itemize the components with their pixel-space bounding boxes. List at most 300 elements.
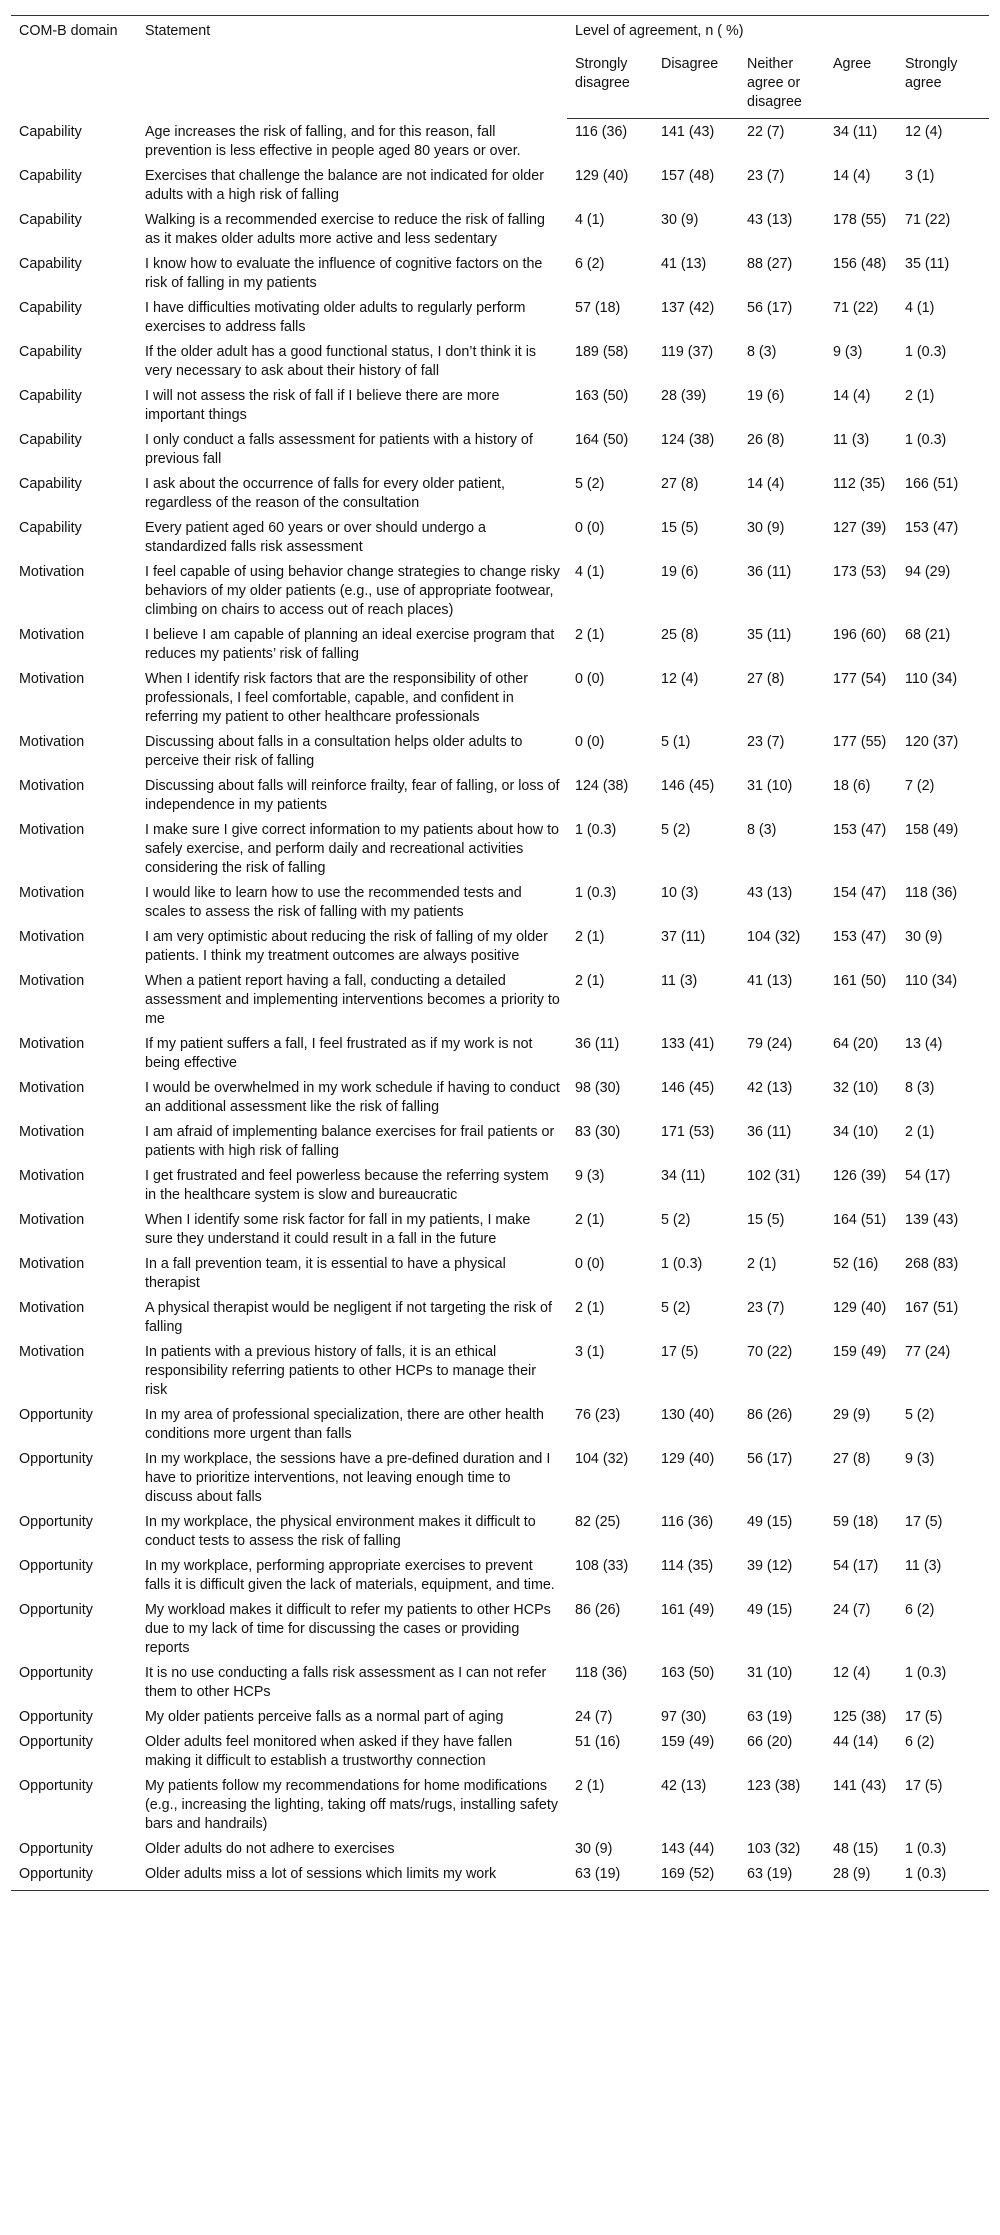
agree-cell: 177 (54) <box>833 670 887 687</box>
strongly-agree-cell: 11 (3) <box>905 1557 942 1574</box>
table-row <box>11 1120 989 1164</box>
disagree-cell: 130 (40) <box>661 1406 715 1423</box>
table-row <box>11 881 989 925</box>
disagree-cell: 42 (13) <box>661 1777 707 1794</box>
agree-cell: 44 (14) <box>833 1733 879 1750</box>
domain-cell: Motivation <box>19 1167 85 1184</box>
neither-cell: 8 (3) <box>747 821 777 838</box>
agree-cell: 129 (40) <box>833 1299 887 1316</box>
neither-cell: 15 (5) <box>747 1211 785 1228</box>
strongly-agree-cell: 110 (34) <box>905 670 958 687</box>
agree-cell: 24 (7) <box>833 1601 871 1618</box>
domain-cell: Motivation <box>19 777 85 794</box>
statement-cell: Discussing about falls will reinforce frailty, fear of falling, or loss of independence in my patients <box>145 777 560 813</box>
domain-cell: Motivation <box>19 1079 85 1096</box>
statement-cell: I will not assess the risk of fall if I believe there are more important things <box>145 387 500 423</box>
neither-cell: 41 (13) <box>747 972 793 989</box>
table-row <box>11 472 989 516</box>
strongly-agree-cell: 1 (0.3) <box>905 343 947 360</box>
table-row <box>11 428 989 472</box>
disagree-cell: 11 (3) <box>661 972 698 989</box>
disagree-cell: 5 (2) <box>661 1211 691 1228</box>
domain-cell: Capability <box>19 519 82 536</box>
agree-cell: 196 (60) <box>833 626 887 643</box>
domain-cell: Motivation <box>19 626 85 643</box>
domain-cell: Capability <box>19 475 82 492</box>
neither-cell: 30 (9) <box>747 519 785 536</box>
table-row <box>11 164 989 208</box>
header-disagree: Disagree <box>653 41 739 119</box>
strongly-agree-cell: 268 (83) <box>905 1255 959 1272</box>
strongly-disagree-cell: 2 (1) <box>575 1211 605 1228</box>
neither-cell: 104 (32) <box>747 928 801 945</box>
table-row <box>11 774 989 818</box>
table-row <box>11 516 989 560</box>
domain-cell: Capability <box>19 431 82 448</box>
disagree-cell: 5 (1) <box>661 733 691 750</box>
strongly-agree-cell: 5 (2) <box>905 1406 935 1423</box>
disagree-cell: 5 (2) <box>661 1299 691 1316</box>
agree-cell: 14 (4) <box>833 167 871 184</box>
disagree-cell: 97 (30) <box>661 1708 707 1725</box>
table-row <box>11 1296 989 1340</box>
agree-cell: 153 (47) <box>833 821 887 838</box>
table-row <box>11 252 989 296</box>
agree-cell: 154 (47) <box>833 884 887 901</box>
domain-cell: Motivation <box>19 1211 85 1228</box>
disagree-cell: 137 (42) <box>661 299 715 316</box>
neither-cell: 79 (24) <box>747 1035 793 1052</box>
agree-cell: 173 (53) <box>833 563 887 580</box>
strongly-disagree-cell: 51 (16) <box>575 1733 621 1750</box>
neither-cell: 49 (15) <box>747 1601 793 1618</box>
strongly-agree-cell: 17 (5) <box>905 1777 943 1794</box>
header-strongly-agree: Strongly agree <box>897 41 989 119</box>
statement-cell: I get frustrated and feel powerless because the referring system in the healthcare system is slow and bureaucratic <box>145 1167 549 1203</box>
strongly-agree-cell: 1 (0.3) <box>905 1840 947 1857</box>
neither-cell: 36 (11) <box>747 1123 792 1140</box>
agree-cell: 34 (10) <box>833 1123 879 1140</box>
strongly-disagree-cell: 6 (2) <box>575 255 605 272</box>
agree-cell: 141 (43) <box>833 1777 887 1794</box>
neither-cell: 70 (22) <box>747 1343 793 1360</box>
neither-cell: 36 (11) <box>747 563 792 580</box>
strongly-disagree-cell: 2 (1) <box>575 1299 605 1316</box>
statement-cell: In patients with a previous history of falls, it is an ethical responsibility referring patients to other HCPs to manage their risk <box>145 1343 536 1398</box>
statement-cell: Every patient aged 60 years or over should undergo a standardized falls risk assessment <box>145 519 486 555</box>
neither-cell: 42 (13) <box>747 1079 793 1096</box>
strongly-disagree-cell: 2 (1) <box>575 626 605 643</box>
disagree-cell: 146 (45) <box>661 1079 715 1096</box>
strongly-agree-cell: 2 (1) <box>905 387 935 404</box>
disagree-cell: 169 (52) <box>653 1862 739 1891</box>
strongly-agree-cell: 118 (36) <box>905 884 958 901</box>
agree-cell: 177 (55) <box>833 733 887 750</box>
table-row <box>11 1661 989 1705</box>
table-row <box>11 925 989 969</box>
strongly-disagree-cell: 82 (25) <box>575 1513 621 1530</box>
agree-cell: 59 (18) <box>833 1513 879 1530</box>
strongly-disagree-cell: 63 (19) <box>567 1862 653 1891</box>
statement-cell: If my patient suffers a fall, I feel frustrated as if my work is not being effective <box>145 1035 533 1071</box>
disagree-cell: 116 (36) <box>661 1513 714 1530</box>
statement-cell: I am very optimistic about reducing the risk of falling of my older patients. I think my treatment outcomes are always positive <box>145 928 548 964</box>
strongly-disagree-cell: 1 (0.3) <box>575 884 617 901</box>
agree-cell: 48 (15) <box>833 1840 879 1857</box>
table-row <box>11 1076 989 1120</box>
statement-cell: In my workplace, the sessions have a pre-defined duration and I have to prioritize interventions, not leaving enough time to discuss about falls <box>145 1450 551 1505</box>
table-header <box>11 16 989 119</box>
table-row <box>11 1164 989 1208</box>
disagree-cell: 143 (44) <box>661 1840 715 1857</box>
domain-cell: Opportunity <box>19 1557 93 1574</box>
strongly-agree-cell: 8 (3) <box>905 1079 935 1096</box>
statement-cell: My patients follow my recommendations for home modifications (e.g., increasing the lighting, taking off mats/rugs, installing safety bars and handrails) <box>145 1777 558 1832</box>
neither-cell: 2 (1) <box>747 1255 777 1272</box>
neither-cell: 39 (12) <box>747 1557 793 1574</box>
statement-cell: My workload makes it difficult to refer my patients to other HCPs due to my lack of time for discussing the cases or providing reports <box>145 1601 551 1656</box>
strongly-disagree-cell: 118 (36) <box>575 1664 628 1681</box>
neither-cell: 35 (11) <box>747 626 792 643</box>
agree-cell: 112 (35) <box>833 475 886 492</box>
strongly-disagree-cell: 2 (1) <box>575 1777 605 1794</box>
neither-cell: 63 (19) <box>739 1862 825 1891</box>
statement-cell: It is no use conducting a falls risk assessment as I can not refer them to other HCPs <box>145 1664 547 1700</box>
strongly-disagree-cell: 0 (0) <box>575 1255 605 1272</box>
statement-cell: I ask about the occurrence of falls for every older patient, regardless of the reason of the consultation <box>145 475 505 511</box>
strongly-agree-cell: 35 (11) <box>905 255 950 272</box>
domain-cell: Capability <box>19 167 82 184</box>
domain-cell: Opportunity <box>11 1862 137 1891</box>
strongly-agree-cell: 54 (17) <box>905 1167 951 1184</box>
statement-cell: I am afraid of implementing balance exercises for frail patients or patients with high risk of falling <box>145 1123 555 1159</box>
strongly-disagree-cell: 163 (50) <box>575 387 629 404</box>
domain-cell: Capability <box>19 299 82 316</box>
strongly-disagree-cell: 0 (0) <box>575 670 605 687</box>
neither-cell: 23 (7) <box>747 167 785 184</box>
strongly-agree-cell: 1 (0.3) <box>905 1664 947 1681</box>
agree-cell: 71 (22) <box>833 299 879 316</box>
strongly-disagree-cell: 189 (58) <box>575 343 629 360</box>
disagree-cell: 10 (3) <box>661 884 699 901</box>
strongly-agree-cell: 17 (5) <box>905 1708 943 1725</box>
strongly-disagree-cell: 9 (3) <box>575 1167 605 1184</box>
domain-cell: Motivation <box>19 884 85 901</box>
neither-cell: 56 (17) <box>747 299 793 316</box>
strongly-agree-cell: 166 (51) <box>905 475 959 492</box>
strongly-disagree-cell: 2 (1) <box>575 972 605 989</box>
disagree-cell: 114 (35) <box>661 1557 714 1574</box>
strongly-agree-cell: 3 (1) <box>905 167 935 184</box>
domain-cell: Opportunity <box>19 1777 93 1794</box>
statement-cell: Older adults feel monitored when asked if they have fallen making it difficult to establish a trustworthy connection <box>145 1733 513 1769</box>
table-row <box>11 1340 989 1403</box>
table-row <box>11 1510 989 1554</box>
statement-cell: Discussing about falls in a consultation helps older adults to perceive their risk of falling <box>145 733 523 769</box>
header-statement: Statement <box>137 16 567 119</box>
table-row <box>11 296 989 340</box>
strongly-agree-cell: 153 (47) <box>905 519 959 536</box>
disagree-cell: 119 (37) <box>661 343 714 360</box>
domain-cell: Motivation <box>19 821 85 838</box>
strongly-agree-cell: 71 (22) <box>905 211 951 228</box>
header-agreement: Level of agreement, n ( %) <box>567 16 989 42</box>
agree-cell: 52 (16) <box>833 1255 879 1272</box>
strongly-disagree-cell: 3 (1) <box>575 1343 605 1360</box>
strongly-disagree-cell: 104 (32) <box>575 1450 629 1467</box>
agree-cell: 178 (55) <box>833 211 887 228</box>
table-row <box>11 560 989 623</box>
neither-cell: 103 (32) <box>747 1840 801 1857</box>
disagree-cell: 171 (53) <box>661 1123 715 1140</box>
agreement-table <box>11 15 989 1891</box>
disagree-cell: 17 (5) <box>661 1343 699 1360</box>
strongly-agree-cell: 68 (21) <box>905 626 951 643</box>
neither-cell: 31 (10) <box>747 1664 793 1681</box>
strongly-disagree-cell: 4 (1) <box>575 563 605 580</box>
disagree-cell: 5 (2) <box>661 821 691 838</box>
statement-cell: When I identify some risk factor for fall in my patients, I make sure they understand it could result in a fall in the future <box>145 1211 531 1247</box>
strongly-agree-cell: 77 (24) <box>905 1343 951 1360</box>
neither-cell: 23 (7) <box>747 1299 785 1316</box>
agree-cell: 29 (9) <box>833 1406 871 1423</box>
neither-cell: 23 (7) <box>747 733 785 750</box>
strongly-disagree-cell: 0 (0) <box>575 733 605 750</box>
neither-cell: 86 (26) <box>747 1406 793 1423</box>
header-strongly-disagree: Strongly disagree <box>567 41 653 119</box>
table-row <box>11 730 989 774</box>
agree-cell: 159 (49) <box>833 1343 887 1360</box>
strongly-disagree-cell: 0 (0) <box>575 519 605 536</box>
strongly-agree-cell: 139 (43) <box>905 1211 959 1228</box>
disagree-cell: 12 (4) <box>661 670 699 687</box>
agree-cell: 28 (9) <box>825 1862 897 1891</box>
domain-cell: Motivation <box>19 733 85 750</box>
neither-cell: 27 (8) <box>747 670 785 687</box>
domain-cell: Capability <box>19 387 82 404</box>
strongly-disagree-cell: 124 (38) <box>575 777 629 794</box>
strongly-agree-cell: 9 (3) <box>905 1450 935 1467</box>
strongly-disagree-cell: 2 (1) <box>575 928 605 945</box>
table-row <box>11 1705 989 1730</box>
neither-cell: 19 (6) <box>747 387 785 404</box>
header-agree: Agree <box>825 41 897 119</box>
domain-cell: Capability <box>19 343 82 360</box>
strongly-disagree-cell: 108 (33) <box>575 1557 629 1574</box>
strongly-disagree-cell: 5 (2) <box>575 475 605 492</box>
agree-cell: 127 (39) <box>833 519 887 536</box>
strongly-agree-cell: 167 (51) <box>905 1299 959 1316</box>
disagree-cell: 15 (5) <box>661 519 699 536</box>
table-row <box>11 969 989 1032</box>
neither-cell: 43 (13) <box>747 884 793 901</box>
neither-cell: 88 (27) <box>747 255 793 272</box>
neither-cell: 8 (3) <box>747 343 777 360</box>
strongly-disagree-cell: 24 (7) <box>575 1708 613 1725</box>
disagree-cell: 41 (13) <box>661 255 707 272</box>
statement-cell: I would like to learn how to use the recommended tests and scales to assess the risk of falling with my patients <box>145 884 522 920</box>
strongly-agree-cell: 110 (34) <box>905 972 958 989</box>
disagree-cell: 159 (49) <box>661 1733 715 1750</box>
disagree-cell: 34 (11) <box>661 1167 706 1184</box>
strongly-agree-cell: 7 (2) <box>905 777 935 794</box>
strongly-agree-cell: 1 (0.3) <box>897 1862 989 1891</box>
table-row <box>11 1032 989 1076</box>
strongly-disagree-cell: 1 (0.3) <box>575 821 617 838</box>
statement-cell: In my workplace, performing appropriate exercises to prevent falls it is difficult given the lack of materials, equipment, and time. <box>145 1557 555 1593</box>
disagree-cell: 157 (48) <box>661 167 715 184</box>
disagree-cell: 163 (50) <box>661 1664 715 1681</box>
statement-cell: In my workplace, the physical environment makes it difficult to conduct tests to assess the risk of falling <box>145 1513 536 1549</box>
strongly-disagree-cell: 164 (50) <box>575 431 629 448</box>
neither-cell: 14 (4) <box>747 475 785 492</box>
table-row <box>11 119 989 164</box>
agree-cell: 153 (47) <box>833 928 887 945</box>
neither-cell: 49 (15) <box>747 1513 793 1530</box>
table-body <box>11 119 989 1891</box>
statement-cell: In my area of professional specialization, there are other health conditions more urgent than falls <box>145 1406 544 1442</box>
table-row <box>11 623 989 667</box>
statement-cell: Walking is a recommended exercise to reduce the risk of falling as it makes older adults more active and less sedentary <box>145 211 545 247</box>
table-row <box>11 1837 989 1862</box>
agree-cell: 18 (6) <box>833 777 871 794</box>
agree-cell: 32 (10) <box>833 1079 879 1096</box>
neither-cell: 123 (38) <box>747 1777 801 1794</box>
strongly-agree-cell: 158 (49) <box>905 821 959 838</box>
statement-cell: I know how to evaluate the influence of cognitive factors on the risk of falling in my patients <box>145 255 543 291</box>
domain-cell: Capability <box>19 123 82 140</box>
table-row <box>11 384 989 428</box>
disagree-cell: 37 (11) <box>661 928 706 945</box>
statement-cell: In a fall prevention team, it is essential to have a physical therapist <box>145 1255 506 1291</box>
strongly-agree-cell: 120 (37) <box>905 733 959 750</box>
domain-cell: Motivation <box>19 1035 85 1052</box>
agree-cell: 126 (39) <box>833 1167 887 1184</box>
neither-cell: 22 (7) <box>747 124 785 140</box>
strongly-disagree-cell: 98 (30) <box>575 1079 621 1096</box>
disagree-cell: 30 (9) <box>661 211 699 228</box>
domain-cell: Motivation <box>19 1123 85 1140</box>
domain-cell: Opportunity <box>19 1406 93 1423</box>
statement-cell: Older adults do not adhere to exercises <box>145 1840 395 1857</box>
statement-cell: I believe I am capable of planning an ideal exercise program that reduces my patients’ risk of falling <box>145 626 555 662</box>
statement-cell: Older adults miss a lot of sessions which limits my work <box>137 1862 567 1891</box>
table-row <box>11 1730 989 1774</box>
agree-cell: 161 (50) <box>833 972 887 989</box>
domain-cell: Capability <box>19 255 82 272</box>
strongly-agree-cell: 12 (4) <box>905 124 943 140</box>
agree-cell: 9 (3) <box>833 343 863 360</box>
domain-cell: Opportunity <box>19 1664 93 1681</box>
table-row <box>11 667 989 730</box>
neither-cell: 56 (17) <box>747 1450 793 1467</box>
strongly-agree-cell: 4 (1) <box>905 299 935 316</box>
strongly-agree-cell: 6 (2) <box>905 1733 935 1750</box>
table-row <box>11 1554 989 1598</box>
neither-cell: 43 (13) <box>747 211 793 228</box>
disagree-cell: 28 (39) <box>661 387 707 404</box>
table-row <box>11 340 989 384</box>
domain-cell: Opportunity <box>19 1450 93 1467</box>
disagree-cell: 1 (0.3) <box>661 1255 703 1272</box>
header-domain: COM-B domain <box>11 16 137 119</box>
agree-cell: 64 (20) <box>833 1035 879 1052</box>
strongly-disagree-cell: 76 (23) <box>575 1406 621 1423</box>
statement-cell: I feel capable of using behavior change strategies to change risky behaviors of my older patients (e.g., use of appropriate footwear, climbing on chairs to access out of reach places) <box>145 563 560 618</box>
disagree-cell: 27 (8) <box>661 475 699 492</box>
strongly-disagree-cell: 83 (30) <box>575 1123 621 1140</box>
strongly-disagree-cell: 86 (26) <box>575 1601 621 1618</box>
strongly-agree-cell: 2 (1) <box>905 1123 935 1140</box>
domain-cell: Motivation <box>19 1299 85 1316</box>
domain-cell: Motivation <box>19 670 85 687</box>
neither-cell: 66 (20) <box>747 1733 793 1750</box>
strongly-agree-cell: 13 (4) <box>905 1035 943 1052</box>
domain-cell: Motivation <box>19 1343 85 1360</box>
domain-cell: Motivation <box>19 928 85 945</box>
table-row <box>11 818 989 881</box>
agree-cell: 34 (11) <box>833 124 878 140</box>
statement-cell: When I identify risk factors that are the responsibility of other professionals, I feel comfortable, capable, and confident in referring my patient to other healthcare professionals <box>145 670 529 725</box>
agree-cell: 14 (4) <box>833 387 871 404</box>
statement-cell: I only conduct a falls assessment for patients with a history of previous fall <box>145 431 533 467</box>
domain-cell: Opportunity <box>19 1733 93 1750</box>
neither-cell: 102 (31) <box>747 1167 801 1184</box>
disagree-cell: 129 (40) <box>661 1450 715 1467</box>
table-row <box>11 1403 989 1447</box>
domain-cell: Opportunity <box>19 1513 93 1530</box>
table-row <box>11 1774 989 1837</box>
table-row <box>11 1598 989 1661</box>
statement-cell: My older patients perceive falls as a normal part of aging <box>145 1708 504 1725</box>
neither-cell: 63 (19) <box>747 1708 793 1725</box>
table-row <box>11 1862 989 1891</box>
disagree-cell: 161 (49) <box>661 1601 715 1618</box>
strongly-disagree-cell: 36 (11) <box>575 1035 620 1052</box>
disagree-cell: 124 (38) <box>661 431 715 448</box>
strongly-disagree-cell: 129 (40) <box>575 167 629 184</box>
domain-cell: Opportunity <box>19 1601 93 1618</box>
neither-cell: 26 (8) <box>747 431 785 448</box>
domain-cell: Motivation <box>19 972 85 989</box>
strongly-disagree-cell: 57 (18) <box>575 299 621 316</box>
statement-cell: When a patient report having a fall, conducting a detailed assessment and implementing interventions becomes a priority to me <box>145 972 560 1027</box>
neither-cell: 31 (10) <box>747 777 793 794</box>
domain-cell: Opportunity <box>19 1840 93 1857</box>
strongly-agree-cell: 30 (9) <box>905 928 943 945</box>
strongly-disagree-cell: 116 (36) <box>575 124 628 140</box>
strongly-agree-cell: 6 (2) <box>905 1601 935 1618</box>
agree-cell: 164 (51) <box>833 1211 887 1228</box>
domain-cell: Motivation <box>19 1255 85 1272</box>
strongly-agree-cell: 1 (0.3) <box>905 431 947 448</box>
agree-cell: 125 (38) <box>833 1708 887 1725</box>
statement-cell: A physical therapist would be negligent if not targeting the risk of falling <box>145 1299 552 1335</box>
agree-cell: 27 (8) <box>833 1450 871 1467</box>
table-row <box>11 1447 989 1510</box>
strongly-disagree-cell: 30 (9) <box>575 1840 613 1857</box>
statement-cell: Age increases the risk of falling, and for this reason, fall prevention is less effective in people aged 80 years or over. <box>145 123 521 159</box>
disagree-cell: 133 (41) <box>661 1035 715 1052</box>
strongly-disagree-cell: 4 (1) <box>575 211 605 228</box>
statement-cell: I make sure I give correct information to my patients about how to safely exercise, and perform daily and recreational activities considering the risk of falling <box>145 821 560 876</box>
agree-cell: 11 (3) <box>833 431 870 448</box>
disagree-cell: 146 (45) <box>661 777 715 794</box>
table-row <box>11 1208 989 1252</box>
domain-cell: Opportunity <box>19 1708 93 1725</box>
statement-cell: If the older adult has a good functional status, I don’t think it is very necessary to ask about their history of fall <box>145 343 537 379</box>
agree-cell: 156 (48) <box>833 255 887 272</box>
